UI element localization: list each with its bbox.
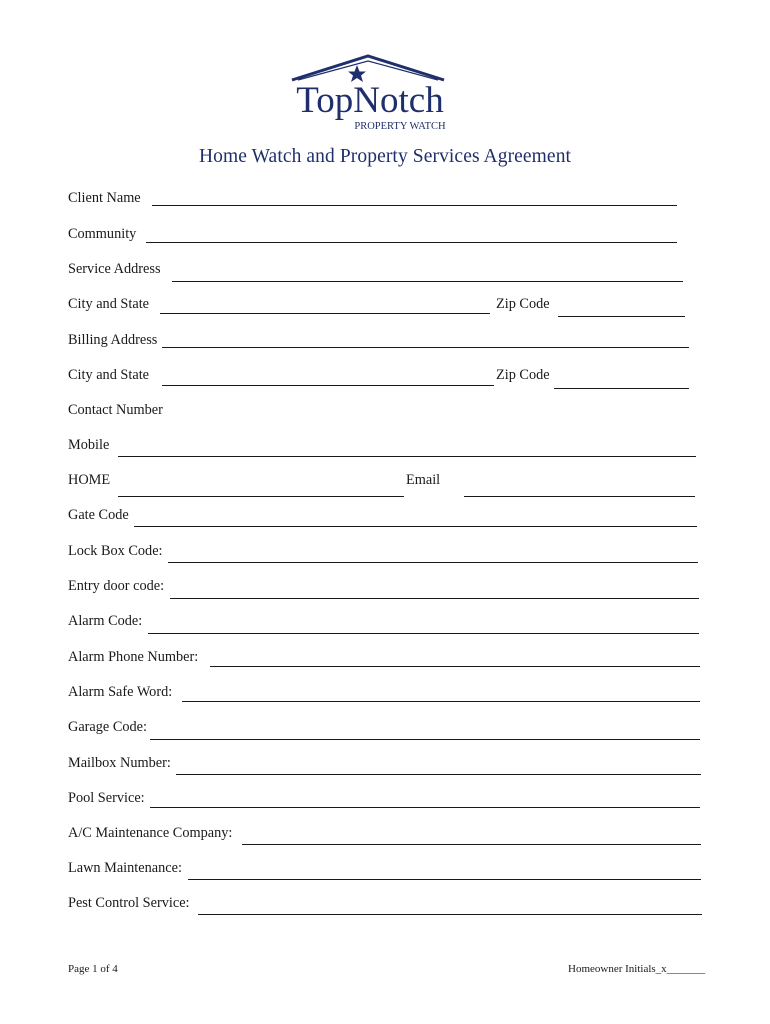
pool-service-label: Pool Service: bbox=[68, 790, 145, 806]
city-state-field[interactable] bbox=[160, 313, 490, 314]
entry-door-code-field[interactable] bbox=[170, 598, 699, 599]
ac-maintenance-field[interactable] bbox=[242, 844, 701, 845]
billing-city-state-field[interactable] bbox=[162, 385, 494, 386]
pool-service-field[interactable] bbox=[150, 807, 700, 808]
billing-zip-code-field[interactable] bbox=[554, 388, 689, 389]
billing-address-field[interactable] bbox=[162, 347, 689, 348]
garage-code-field[interactable] bbox=[150, 739, 700, 740]
garage-code-label: Garage Code: bbox=[68, 719, 147, 735]
zip-code-field[interactable] bbox=[558, 316, 685, 317]
service-address-label: Service Address bbox=[68, 261, 161, 277]
pest-control-field[interactable] bbox=[198, 914, 702, 915]
client-name-label: Client Name bbox=[68, 190, 141, 206]
email-label: Email bbox=[406, 472, 441, 488]
gate-code-field[interactable] bbox=[134, 526, 697, 527]
alarm-safe-word-field[interactable] bbox=[182, 701, 700, 702]
entry-door-code-label: Entry door code: bbox=[68, 578, 165, 594]
pest-control-label: Pest Control Service: bbox=[68, 895, 190, 911]
community-label: Community bbox=[68, 226, 137, 242]
alarm-safe-word-label: Alarm Safe Word: bbox=[68, 684, 173, 700]
billing-city-state-label: City and State bbox=[68, 367, 150, 383]
alarm-code-field[interactable] bbox=[148, 633, 699, 634]
lock-box-code-field[interactable] bbox=[168, 562, 698, 563]
lock-box-code-label: Lock Box Code: bbox=[68, 543, 163, 559]
mobile-label: Mobile bbox=[68, 437, 110, 453]
logo-brand-text: TopNotch bbox=[296, 80, 444, 121]
gate-code-label: Gate Code bbox=[68, 507, 129, 523]
email-field[interactable] bbox=[464, 496, 695, 497]
client-name-field[interactable] bbox=[152, 205, 677, 206]
service-address-field[interactable] bbox=[172, 281, 683, 282]
billing-address-label: Billing Address bbox=[68, 332, 158, 348]
lawn-maintenance-field[interactable] bbox=[188, 879, 701, 880]
ac-maintenance-label: A/C Maintenance Company: bbox=[68, 825, 233, 841]
lawn-maintenance-label: Lawn Maintenance: bbox=[68, 860, 182, 876]
zip-code-label: Zip Code bbox=[496, 296, 550, 312]
logo-tagline-text: PROPERTY WATCH bbox=[354, 121, 446, 132]
community-field[interactable] bbox=[146, 242, 677, 243]
company-logo bbox=[284, 50, 456, 134]
alarm-phone-field[interactable] bbox=[210, 666, 700, 667]
city-state-label: City and State bbox=[68, 296, 150, 312]
billing-zip-code-label: Zip Code bbox=[496, 367, 550, 383]
alarm-phone-label: Alarm Phone Number: bbox=[68, 649, 199, 665]
contact-number-label: Contact Number bbox=[68, 402, 163, 418]
alarm-code-label: Alarm Code: bbox=[68, 613, 143, 629]
page-title: Home Watch and Property Services Agreement bbox=[198, 146, 572, 167]
home-field[interactable] bbox=[118, 496, 404, 497]
homeowner-initials[interactable]: Homeowner Initials_x_______ bbox=[568, 963, 706, 975]
mailbox-number-label: Mailbox Number: bbox=[68, 755, 171, 771]
mobile-field[interactable] bbox=[118, 456, 696, 457]
mailbox-number-field[interactable] bbox=[176, 774, 701, 775]
page-number: Page 1 of 4 bbox=[68, 963, 118, 975]
home-label: HOME bbox=[68, 472, 111, 488]
